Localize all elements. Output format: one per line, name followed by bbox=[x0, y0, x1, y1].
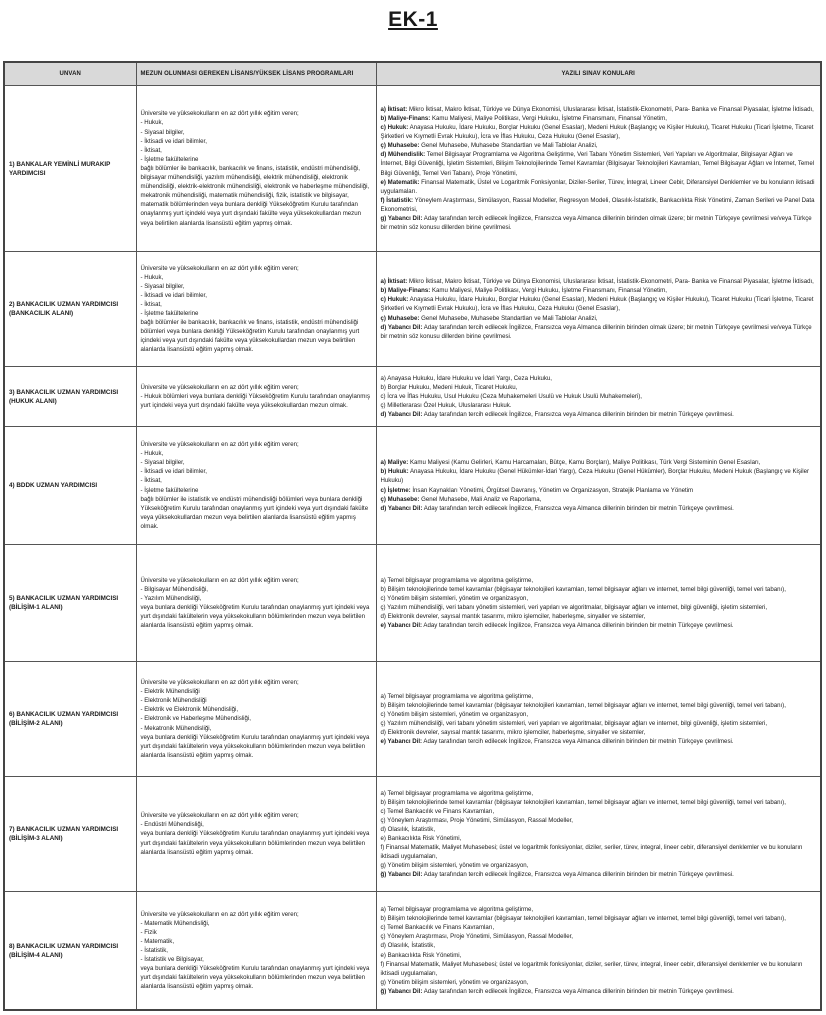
exam-topic-text: a) Temel bilgisayar programlama ve algoritma geliştirme, bbox=[380, 906, 534, 914]
exam-topic bbox=[381, 807, 817, 816]
exam-topic bbox=[381, 978, 817, 987]
exam-topic-text: e) Bankacılıkta Risk Yönetimi, bbox=[380, 951, 462, 959]
exam-topics-cell bbox=[376, 777, 821, 892]
exam-topic-text: b) Bilişim teknolojilerinde temel kavramlar (bilgisayar teknolojileri kavramları, temel bilgisayar ağları ve internet, temel bilgi güvenliği, temel veri tabanı), bbox=[380, 585, 786, 593]
exam-topic-label: g) Yabancı Dil: bbox=[380, 214, 423, 222]
exam-topic-text: c) Yönetim bilişim sistemleri, yönetim ve organizasyon, bbox=[380, 594, 529, 602]
exam-topic-text: ç) Milletlerarası Özel Hukuk, Uluslararası Hukuk. bbox=[380, 402, 512, 410]
program-list bbox=[141, 273, 372, 318]
program-list-item: - İktisat, bbox=[141, 476, 372, 485]
program-list-item: - Matematik, bbox=[141, 937, 372, 946]
exam-topic bbox=[381, 861, 817, 870]
exam-topic-label: b) Maliye-Finans: bbox=[380, 114, 431, 122]
program-list-item: - İktisat, bbox=[141, 146, 372, 155]
exam-topics-cell bbox=[376, 367, 821, 427]
table-row bbox=[4, 86, 821, 252]
exam-topic-text: f) Finansal Matematik, Maliyet Muhasebesi; üstel ve logaritmik fonksiyonlar, diziler, seriler, türev, integral, lineer cebir, diferansiyel denklemler ve bu konuların iktisadi uygulamaları, bbox=[380, 844, 803, 861]
exam-topic-text: b) Bilişim teknolojilerinde temel kavramlar (bilgisayar teknolojileri kavramları, temel bilgisayar ağları ve internet, temel bilgi güvenliği, temel veri tabanı), bbox=[380, 701, 786, 709]
exam-topic-text: Genel Muhasebe, Muhasebe Standartları ve Mali Tablolar Analizi, bbox=[419, 314, 598, 322]
program-list bbox=[141, 687, 372, 732]
exam-topic-text: c) Yönetim bilişim sistemleri, yönetim ve organizasyon, bbox=[380, 710, 529, 718]
program-list-item: - Hukuk, bbox=[141, 273, 372, 282]
exam-topic bbox=[381, 701, 817, 710]
program-list-item: - İstatistik ve Bilgisayar, bbox=[141, 955, 372, 964]
exam-topic-label: ğ) Yabancı Dil: bbox=[380, 871, 423, 879]
programs-conditions: veya bunlara denkliği Yükseköğretim Kurulu tarafından onaylanmış yurt içindeki veya yurt dışındaki fakültelerin veya yüksekokulların bölümlerinden mezun veya belirtilen alanlarda lisansüstü eğitim yapmış olmak. bbox=[140, 604, 370, 630]
exam-topic-text: c) Temel Bankacılık ve Finans Kavramları, bbox=[380, 807, 495, 815]
exam-topic bbox=[381, 410, 817, 419]
program-list-item: - Elektrik Mühendisliği bbox=[141, 687, 372, 696]
exam-topic bbox=[381, 870, 817, 879]
programs-conditions: veya bunlara denkliği Yükseköğretim Kurulu tarafından onaylanmış yurt içindeki veya yurt dışındaki fakültelerin veya yüksekokulların bölümlerinden mezun veya belirtilen alanlarda lisansüstü eğitim yapmış olmak. bbox=[140, 733, 370, 759]
program-list-item: - İşletme fakültelerine bbox=[141, 486, 372, 495]
required-programs-cell bbox=[136, 892, 376, 1011]
exam-topic bbox=[381, 710, 817, 719]
programs-conditions: bağlı bölümler ile istatistik ve endüstri mühendisliği bölümleri veya bunlara denkliği Yükseköğretim Kurulu tarafından onaylanmış yurt içindeki veya yurt dışındaki fakülte veya yüksekokullardan mezun veya belirtilen alanlarda lisansüstü eğitim yapmış olmak. bbox=[140, 495, 369, 530]
exam-topic-label: e) Yabancı Dil: bbox=[380, 738, 423, 746]
program-list bbox=[141, 585, 372, 603]
table-row bbox=[4, 545, 821, 662]
exam-topic bbox=[381, 178, 817, 196]
exam-topic-label: d) Mühendislik: bbox=[380, 151, 426, 159]
exam-topic bbox=[381, 585, 817, 594]
programs-intro: Üniversite ve yüksekokulların en az dört yıllık eğitim veren; bbox=[140, 679, 299, 687]
exam-topic bbox=[381, 141, 817, 150]
table-row bbox=[4, 427, 821, 545]
exam-topic bbox=[381, 603, 817, 612]
program-list-item: - Siyasal bilgiler, bbox=[141, 282, 372, 291]
exam-topic bbox=[381, 905, 817, 914]
position-title: 1) BANKALAR YEMİNLİ MURAKIP YARDIMCISI bbox=[4, 86, 136, 252]
exam-topic-label: c) Hukuk: bbox=[380, 296, 409, 304]
exam-topics-cell bbox=[376, 252, 821, 367]
exam-topic-label: c) Hukuk: bbox=[380, 124, 409, 132]
exam-topic-text: Aday tarafından tercih edilecek İngilizce, Fransızca veya Almanca dillerinin birinden bir metnin Türkçeye çevrilmesi. bbox=[422, 987, 734, 995]
exam-topics-cell bbox=[376, 892, 821, 1011]
programs-conditions: bağlı bölümler ile bankacılık, bankacılık ve finans, istatistik, endüstri mühendisliği bölümleri veya bunlara denkliği Yükseköğretim Kurulu tarafından onaylanmış yurt içindeki veya yurt dışındaki fakülte veya yüksekokullardan mezun veya belirtilen alanlarda lisansüstü eğitim yapmış olmak. bbox=[140, 319, 360, 354]
exam-topic-text: ç) Yöneylem Araştırması, Proje Yönetimi, Simülasyon, Rassal Modeller, bbox=[380, 816, 573, 824]
exam-topic bbox=[381, 467, 817, 485]
exam-topic-text: g) Yönetim bilişim sistemleri, yönetim ve organizasyon, bbox=[380, 978, 529, 986]
exam-topic-text: Finansal Matematik, Üstel ve Logaritmik Fonksiyonlar, Diziler-Seriler, Türev, İntegral, Lineer Cebir, Diferansiyel Denklemler ve bu konuların iktisadi uygulamaları. bbox=[380, 178, 815, 195]
programs-intro: Üniversite ve yüksekokulların en az dört yıllık eğitim veren; bbox=[140, 264, 299, 272]
programs-conditions: bağlı bölümler ile bankacılık, bankacılık ve finans, istatistik, endüstri mühendisliği, bilgisayar mühendisliği, yazılım mühendisliği, elektrik mühendisliği, elektronik mühendisliği, elektrik-elektronik mühendisliği, elektronik ve haberleşme mühendisliği, mekatronik mühendisliği, matematik mühendisliği, fizik, istatistik ve bilgisayar, matematik bölümlerinden veya bunlara denkliği Yükseköğretim Kurulu tarafından onaylanmış yurt içindeki veya yurt dışındaki fakülte veya yüksekokullardan mezun veya belirtilen alanlarda lisansüstü eğitim yapmış olmak. bbox=[140, 164, 370, 227]
exam-topic-text: Yöneylem Araştırması, Simülasyon, Rassal Modeller, Regresyon Modeli, Olasılık-İstatistik, Bankacılıkta Risk Yönetimi, Zaman Serileri ve Panel Data Ekonometrisi, bbox=[380, 196, 815, 213]
exam-topic-label: b) Maliye-Finans: bbox=[380, 287, 431, 295]
required-programs-cell bbox=[136, 427, 376, 545]
exam-topic-label: b) Hukuk: bbox=[380, 468, 409, 476]
program-list-item: - Fizik bbox=[141, 928, 372, 937]
exam-topic bbox=[381, 594, 817, 603]
exam-topic-text: Aday tarafından tercih edilecek İngilizce, Fransızca veya Almanca dillerinin birinden bir metnin Türkçeye çevrilmesi. bbox=[422, 622, 734, 630]
exam-topic-text: Aday tarafından tercih edilecek İngilizce, Fransızca veya Almanca dillerinin birinden olmak üzere; bir metnin Türkçeye çevrilmesi ve/veya Türkçe bir metnin söz konusu dillerden birine çevrilmesi. bbox=[380, 323, 812, 340]
exam-topic bbox=[381, 960, 817, 978]
program-list-item: - Elektronik ve Haberleşme Mühendisliği, bbox=[141, 714, 372, 723]
exam-topics-cell bbox=[376, 427, 821, 545]
program-list-item: - Hukuk, bbox=[141, 449, 372, 458]
exam-topic bbox=[381, 843, 817, 861]
exam-topics-cell bbox=[376, 545, 821, 662]
exam-topic bbox=[381, 123, 817, 141]
exam-topic-label: d) Yabancı Dil: bbox=[380, 504, 423, 512]
programs-intro: Üniversite ve yüksekokulların en az dört yıllık eğitim veren; bbox=[140, 441, 299, 449]
exam-topic-text: g) Yönetim bilişim sistemleri, yönetim ve organizasyon, bbox=[380, 862, 529, 870]
table-row bbox=[4, 252, 821, 367]
programs-intro: Üniversite ve yüksekokulların en az dört yıllık eğitim veren; bbox=[140, 812, 299, 820]
exam-topic-label: ç) Muhasebe: bbox=[380, 495, 420, 503]
exam-topic bbox=[381, 692, 817, 701]
exam-topic-text: d) Elektronik devreler, sayısal mantık tasarımı, mikro işlemciler, haberleşme, sinyaller ve sistemler, bbox=[380, 613, 646, 621]
program-list-item: - Mekatronik Mühendisliği, bbox=[141, 724, 372, 733]
exam-topic bbox=[381, 923, 817, 932]
programs-intro: Üniversite ve yüksekokulların en az dört yıllık eğitim veren; bbox=[140, 383, 299, 391]
exam-topic-text: ç) Yazılım mühendisliği, veri tabanı yönetim sistemleri, veri yapıları ve algoritmalar, bilgisayar ağları ve internet, bilgi güvenliği, işletim sistemleri, bbox=[380, 720, 768, 727]
exam-topic-text: ç) Yöneylem Araştırması, Proje Yönetimi, Simülasyon, Rassal Modeller, bbox=[380, 933, 573, 941]
exam-topic-text: a) Temel bilgisayar programlama ve algoritma geliştirme, bbox=[380, 692, 534, 700]
exam-topic-label: f) İstatistik: bbox=[380, 196, 414, 204]
exam-topic-text: Aday tarafından tercih edilecek İngilizce, Fransızca veya Almanca dillerinin birinden olmak üzere; bir metnin Türkçeye çevrilmesi ve/veya Türkçe bir metnin söz konusu dillerden birine çevrilmesi. bbox=[380, 214, 812, 232]
exam-topic-text: f) Finansal Matematik, Maliyet Muhasebesi; üstel ve logaritmik fonksiyonlar, diziler, seriler, türev, integral, lineer cebir, diferansiyel denklemler ve bu konuların iktisadi uygulamaları, bbox=[380, 960, 803, 977]
table-row bbox=[4, 367, 821, 427]
table-header-row bbox=[4, 62, 821, 86]
positions-table bbox=[3, 61, 822, 1011]
program-list-item: - Elektrik ve Elektronik Mühendisliği, bbox=[141, 705, 372, 714]
program-list-item: - Endüstri Mühendisliği, bbox=[141, 820, 372, 829]
exam-topic-label: d) Yabancı Dil: bbox=[380, 323, 423, 331]
exam-topic bbox=[381, 576, 817, 585]
program-list-item: - Siyasal bilgiler, bbox=[141, 458, 372, 467]
program-list bbox=[141, 449, 372, 494]
exam-topic bbox=[381, 951, 817, 960]
exam-topic bbox=[381, 719, 817, 728]
exam-topics-cell bbox=[376, 662, 821, 777]
program-list-item: - İktisat, bbox=[141, 300, 372, 309]
exam-topic bbox=[381, 105, 817, 114]
required-programs-cell bbox=[136, 86, 376, 252]
header-unvan: UNVAN bbox=[4, 62, 136, 86]
exam-topic bbox=[381, 286, 817, 295]
exam-topic bbox=[381, 392, 817, 401]
required-programs-cell bbox=[136, 545, 376, 662]
exam-topic-text: Kamu Maliyesi, Maliye Politikası, Vergi Hukuku, İşletme Finansmanı, Finansal Yönetim, bbox=[430, 287, 667, 295]
program-list-item: - İşletme fakültelerine bbox=[141, 309, 372, 318]
exam-topic-text: b) Bilişim teknolojilerinde temel kavramlar (bilgisayar teknolojileri kavramları, temel bilgisayar ağları ve internet, temel bilgi güvenliği, temel veri tabanı), bbox=[380, 915, 786, 923]
required-programs-cell bbox=[136, 252, 376, 367]
exam-topic-label: a) İktisat: bbox=[380, 278, 408, 286]
position-title: 8) BANKACILIK UZMAN YARDIMCISI (BİLİŞİM-4 ALANI) bbox=[4, 892, 136, 1011]
exam-topic-label: a) İktisat: bbox=[380, 105, 408, 113]
program-list-item: - İktisadi ve idari bilimler, bbox=[141, 467, 372, 476]
exam-topic bbox=[381, 941, 817, 950]
required-programs-cell bbox=[136, 367, 376, 427]
programs-intro: Üniversite ve yüksekokulların en az dört yıllık eğitim veren; bbox=[140, 910, 299, 918]
position-title: 4) BDDK UZMAN YARDIMCISI bbox=[4, 427, 136, 545]
program-list-item: - Matematik Mühendisliği, bbox=[141, 919, 372, 928]
exam-topic bbox=[381, 277, 817, 286]
exam-topic-text: Mikro İktisat, Makro İktisat, Türkiye ve Dünya Ekonomisi, Uluslararası İktisat, İstatistik-Ekonometri, Para- Banka ve Finansal Piyasalar, İşletme İktisadı, bbox=[407, 278, 814, 286]
exam-topic-text: Aday tarafından tercih edilecek İngilizce, Fransızca veya Almanca dillerinin birinden bir metnin Türkçeye çevrilmesi. bbox=[422, 504, 734, 512]
exam-topic bbox=[381, 932, 817, 941]
exam-topic bbox=[381, 728, 817, 737]
document-title: EK-1 bbox=[388, 8, 438, 31]
programs-conditions: veya bunlara denkliği Yükseköğretim Kurulu tarafından onaylanmış yurt içindeki veya yurt dışındaki fakültelerin veya yüksekokulların bölümlerinden mezun veya belirtilen alanlarda lisansüstü eğitim yapmış olmak. bbox=[140, 830, 370, 856]
exam-topic-text: Aday tarafından tercih edilecek İngilizce, Fransızca veya Almanca dillerinin birinden bir metnin Türkçeye çevrilmesi. bbox=[422, 871, 734, 879]
exam-topic-text: Aday tarafından tercih edilecek İngilizce, Fransızca veya Almanca dillerinin birinden bir metnin Türkçeye çevrilmesi. bbox=[422, 738, 734, 746]
exam-topic-label: c) İşletme: bbox=[380, 486, 411, 494]
header-exam-topics: YAZILI SINAV KONULARI bbox=[376, 62, 821, 86]
exam-topic-text: c) İcra ve İflas Hukuku, Usul Hukuku (Ceza Muhakemeleri Usulü ve Hukuk Usulü Muhakemeleri), bbox=[380, 392, 642, 400]
programs-intro: Üniversite ve yüksekokulların en az dört yıllık eğitim veren; bbox=[140, 110, 299, 118]
exam-topic bbox=[381, 504, 817, 513]
exam-topic bbox=[381, 486, 817, 495]
exam-topic-label: e) Yabancı Dil: bbox=[380, 622, 423, 630]
exam-topic bbox=[381, 114, 817, 123]
position-title: 2) BANKACILIK UZMAN YARDIMCISI (BANKACILIK ALANI) bbox=[4, 252, 136, 367]
position-title: 7) BANKACILIK UZMAN YARDIMCISI (BİLİŞİM-3 ALANI) bbox=[4, 777, 136, 892]
exam-topic-text: ç) Yazılım mühendisliği, veri tabanı yönetim sistemleri, veri yapıları ve algoritmalar, bilgisayar ağları ve internet, bilgi güvenliği, işletim sistemleri, bbox=[380, 604, 768, 611]
exam-topic bbox=[381, 798, 817, 807]
exam-topic bbox=[381, 314, 817, 323]
program-list-item: - Hukuk, bbox=[141, 118, 372, 127]
exam-topic-label: ç) Muhasebe: bbox=[380, 142, 420, 150]
position-title: 5) BANKACILIK UZMAN YARDIMCISI (BİLİŞİM-1 ALANI) bbox=[4, 545, 136, 662]
table-row bbox=[4, 662, 821, 777]
exam-topic-text: Kamu Maliyesi, Maliye Politikası, Vergi Hukuku, İşletme Finansmanı, Finansal Yönetim, bbox=[430, 114, 667, 122]
exam-topic bbox=[381, 789, 817, 798]
exam-topic bbox=[381, 834, 817, 843]
exam-topic-label: ğ) Yabancı Dil: bbox=[380, 987, 423, 995]
position-title: 6) BANKACILIK UZMAN YARDIMCISI (BİLİŞİM-2 ALANI) bbox=[4, 662, 136, 777]
program-list bbox=[141, 392, 372, 410]
exam-topic bbox=[381, 458, 817, 467]
program-list-item: - İktisadi ve idari bilimler, bbox=[141, 137, 372, 146]
programs-intro: Üniversite ve yüksekokulların en az dört yıllık eğitim veren; bbox=[140, 576, 299, 584]
program-list-item: - Elektronik Mühendisliği bbox=[141, 696, 372, 705]
exam-topic-text: Temel Bilgisayar Programlama ve Algoritma Geliştirme, Veri Tabanı Yönetim Sistemleri, Veri Yapıları ve Algoritmalar, Bilgisayar Ağları ve İnternet, Bilgi Güvenliği, İşletim Sistemleri, Bilişim Teknolojilerinde Temel Kavramlar (Bilgisayar Teknolojileri Kavramları, Temel Bilgisayar Ağları ve İnternet, Temel Bilgi Güvenliği, Temel Veri Tabanı), Proje Yönetimi, bbox=[380, 151, 815, 177]
program-list-item: - İstatistik, bbox=[141, 946, 372, 955]
required-programs-cell bbox=[136, 777, 376, 892]
program-list-item: - Siyasal bilgiler, bbox=[141, 128, 372, 137]
exam-topic bbox=[381, 323, 817, 341]
exam-topic-text: a) Temel bilgisayar programlama ve algoritma geliştirme, bbox=[380, 576, 534, 584]
required-programs-cell bbox=[136, 662, 376, 777]
position-title: 3) BANKACILIK UZMAN YARDIMCISI (HUKUK ALANI) bbox=[4, 367, 136, 427]
exam-topic bbox=[381, 150, 817, 177]
exam-topic bbox=[381, 612, 817, 621]
exam-topic bbox=[381, 987, 817, 996]
exam-topic bbox=[381, 374, 817, 383]
exam-topic-text: c) Temel Bankacılık ve Finans Kavramları, bbox=[380, 924, 495, 932]
exam-topic bbox=[381, 914, 817, 923]
program-list bbox=[141, 919, 372, 964]
exam-topic bbox=[381, 383, 817, 392]
exam-topic-text: e) Bankacılıkta Risk Yönetimi, bbox=[380, 835, 462, 842]
exam-topic-text: Genel Muhasebe, Muhasebe Standartları ve Mali Tablolar Analizi, bbox=[419, 142, 598, 150]
program-list bbox=[141, 820, 372, 829]
exam-topic-text: Kamu Maliyesi (Kamu Gelirleri, Kamu Harcamaları, Bütçe, Kamu Borçları), Maliye Politikası, Türk Vergi Sisteminin Genel Esasları, bbox=[408, 459, 761, 467]
program-list-item: - İşletme fakültelerine bbox=[141, 155, 372, 164]
exam-topic bbox=[381, 737, 817, 746]
exam-topics-cell bbox=[376, 86, 821, 252]
program-list-item: - Yazılım Mühendisliği, bbox=[141, 594, 372, 603]
exam-topic-text: Anayasa Hukuku, İdare Hukuku, Borçlar Hukuku (Genel Esaslar), Medeni Hukuk (Başlangıç ve Kişiler Hukuku), Ticaret Hukuku (Ticari İşletme, Ticaret Şirketleri ve Kıymetli Evrak Hukuku), İcra ve İflas Hukuku, Ceza Hukuku (Genel Esaslar), bbox=[380, 124, 814, 141]
exam-topic-text: b) Bilişim teknolojilerinde temel kavramlar (bilgisayar teknolojileri kavramları, temel bilgisayar ağları ve internet, temel bilgi güvenliği, temel veri tabanı), bbox=[380, 798, 786, 806]
exam-topic-text: Genel Muhasebe, Mali Analiz ve Raporlama, bbox=[419, 495, 542, 503]
exam-topic bbox=[381, 825, 817, 834]
program-list-item: - İktisadi ve idari bilimler, bbox=[141, 291, 372, 300]
exam-topic-label: ç) Muhasebe: bbox=[380, 314, 420, 322]
exam-topic bbox=[381, 816, 817, 825]
exam-topic-text: Anayasa Hukuku, İdare Hukuku (Genel Hükümler-İdari Yargı), Ceza Hukuku (Genel Hükümler), Borçlar Hukuku, Medeni Hukuk (Başlangıç ve Kişiler Hukuku) bbox=[380, 468, 810, 485]
exam-topic bbox=[381, 196, 817, 214]
exam-topic-text: Aday tarafından tercih edilecek İngilizce, Fransızca veya Almanca dillerinin birinden bir metnin Türkçeye çevrilmesi. bbox=[422, 411, 734, 419]
exam-topic-text: Mikro İktisat, Makro İktisat, Türkiye ve Dünya Ekonomisi, Uluslararası İktisat, İstatistik-Ekonometri, Para- Banka ve Finansal Piyasalar, İşletme İktisadı, bbox=[407, 105, 814, 113]
exam-topic-text: d) Elektronik devreler, sayısal mantık tasarımı, mikro işlemciler, haberleşme, sinyaller ve sistemler, bbox=[380, 729, 646, 737]
exam-topic bbox=[381, 621, 817, 630]
exam-topic bbox=[381, 401, 817, 410]
exam-topic bbox=[381, 495, 817, 504]
exam-topic-label: a) Maliye: bbox=[380, 459, 409, 467]
program-list-item: - Hukuk bölümleri veya bunlara denkliği Yükseköğretim Kurulu tarafından onaylanmış yurt içindeki veya yurt dışındaki fakülte veya yüksekokullardan mezun olmak. bbox=[141, 392, 372, 410]
exam-topic-text: Anayasa Hukuku, İdare Hukuku, Borçlar Hukuku (Genel Esaslar), Medeni Hukuk (Başlangıç ve Kişiler Hukuku), Ticaret Hukuku (Ticari İşletme, Ticaret Şirketleri ve Kıymetli Evrak Hukuku), İcra ve İflas Hukuku, Ceza Hukuku (Genel Esaslar), bbox=[380, 296, 814, 313]
exam-topic-text: İnsan Kaynakları Yönetimi, Örgütsel Davranış, Yönetim ve Organizasyon, Stratejik Planlama ve Yönetim bbox=[410, 486, 694, 494]
program-list bbox=[141, 118, 372, 163]
exam-topic-label: e) Matematik: bbox=[380, 178, 420, 186]
exam-topic-text: a) Anayasa Hukuku, İdare Hukuku ve İdari Yargı, Ceza Hukuku, bbox=[380, 374, 553, 382]
table-row bbox=[4, 777, 821, 892]
header-programs: MEZUN OLUNMASI GEREKEN LİSANS/YÜKSEK LİSANS PROGRAMLARI bbox=[136, 62, 376, 86]
exam-topic-label: d) Yabancı Dil: bbox=[380, 411, 423, 419]
exam-topic-text: d) Olasılık, İstatistik, bbox=[380, 825, 436, 833]
programs-conditions: veya bunlara denkliği Yükseköğretim Kurulu tarafından onaylanmış yurt içindeki veya yurt dışındaki fakültelerin veya yüksekokulların bölümlerinden mezun veya belirtilen alanlarda lisansüstü eğitim yapmış olmak. bbox=[140, 965, 370, 991]
exam-topic bbox=[381, 295, 817, 313]
exam-topic bbox=[381, 214, 817, 232]
exam-topic-text: a) Temel bilgisayar programlama ve algoritma geliştirme, bbox=[380, 789, 534, 797]
program-list-item: - Bilgisayar Mühendisliği, bbox=[141, 585, 372, 594]
exam-topic-text: b) Borçlar Hukuku, Medeni Hukuk, Ticaret Hukuku, bbox=[380, 383, 518, 391]
exam-topic-text: d) Olasılık, İstatistik, bbox=[380, 942, 436, 950]
table-row bbox=[4, 892, 821, 1011]
